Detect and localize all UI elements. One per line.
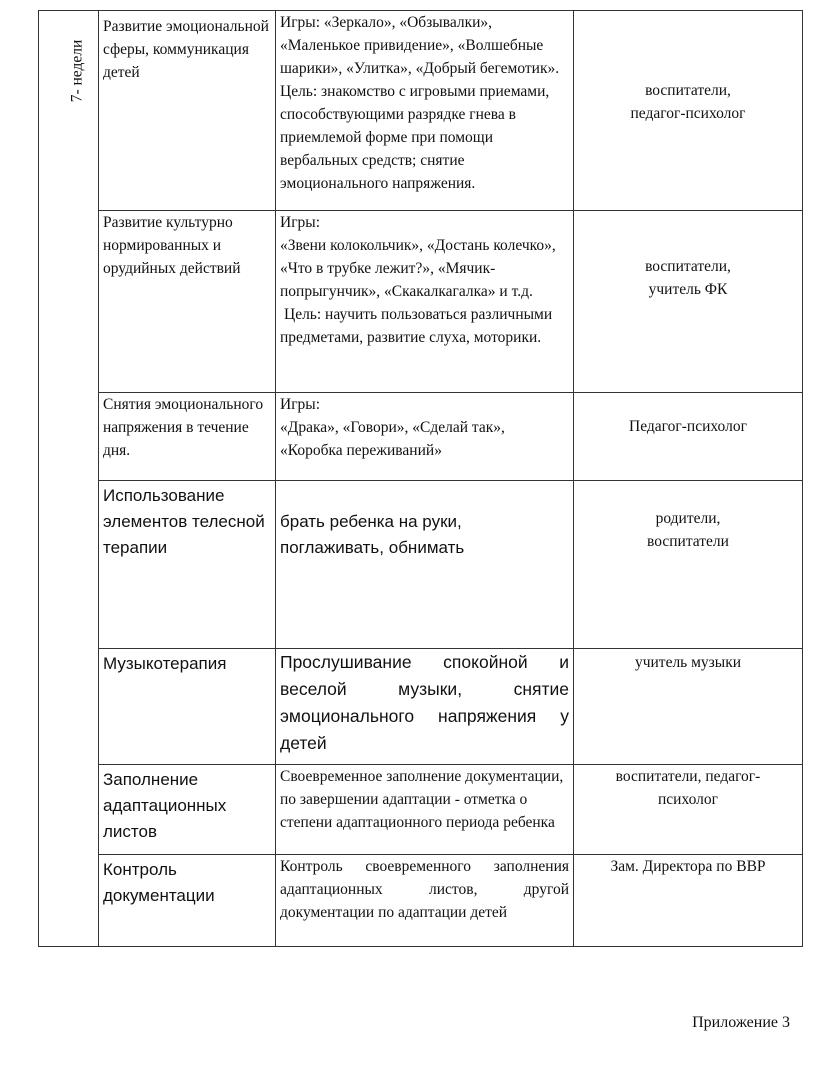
content-cell (276, 211, 574, 393)
content-text: «Драка», «Говори», «Сделай так», «Коробка переживаний» (280, 419, 505, 459)
content-text: Игры: (280, 214, 321, 231)
responsible-cell (574, 11, 803, 211)
direction-cell (99, 211, 276, 393)
direction-text: Развитие культурно нормированных и орудийных действий (103, 214, 241, 277)
appendix-label: Приложение 3 (692, 1014, 790, 1031)
direction-cell (99, 765, 276, 855)
direction-cell (99, 11, 276, 211)
direction-text: Контроль документации (103, 860, 215, 905)
responsible-cell (574, 481, 803, 649)
table-row (39, 11, 803, 211)
content-text: Прослушивание спокойной и веселой музыки, снятие эмоционального напряжения у детей (280, 652, 569, 753)
period-label: 7- недели (68, 39, 86, 103)
responsible-cell (574, 393, 803, 481)
table-row (39, 649, 803, 765)
direction-cell (99, 481, 276, 649)
table-row (39, 765, 803, 855)
responsible-line: педагог-психолог (630, 105, 746, 122)
responsible-line: Педагог-психолог (629, 418, 747, 435)
direction-text: Развитие эмоциональной сферы, коммуникация детей (103, 18, 269, 81)
content-cell (276, 765, 574, 855)
content-cell (276, 649, 574, 765)
content-text: «Звени колокольчик», «Достань колечко», «Что в трубке лежит?», «Мячик-попрыгунчик», «Скакалкагалка» и т.д. (280, 237, 556, 300)
responsible-line: воспитатели (647, 533, 729, 550)
adaptation-plan-table (38, 10, 803, 947)
responsible-line: воспитатели, (645, 258, 731, 275)
table-row (39, 481, 803, 649)
content-cell (276, 855, 574, 947)
responsible-line: учитель музыки (634, 654, 742, 671)
content-text: Контроль своевременного заполнения адаптационных листов, другой документации по адаптации детей (280, 858, 569, 921)
period-cell (39, 11, 99, 947)
direction-text: Музыкотерапия (103, 654, 227, 673)
content-text: Своевременное заполнение документации, по завершении адаптации - отметка о степени адаптационного периода ребенка (280, 768, 564, 831)
content-text: Игры: «Зеркало», «Обзывалки», «Маленькое привидение», «Волшебные шарики», «Улитка», «Добрый бегемотик». Цель: знакомство с игровыми приемами, способствующими разрядке гнева в приемлемой форме при помощи вербальных средств; снятие эмоционального напряжения. (280, 14, 560, 192)
direction-text: Снятия эмоционального напряжения в течение дня. (103, 396, 264, 459)
responsible-line: психолог (657, 791, 719, 808)
responsible-cell (574, 765, 803, 855)
content-cell (276, 481, 574, 649)
table-row (39, 393, 803, 481)
content-text: Игры: (280, 396, 321, 413)
responsible-cell (574, 649, 803, 765)
direction-cell (99, 855, 276, 947)
responsible-cell (574, 855, 803, 947)
responsible-line: родители, (655, 510, 721, 527)
content-text: Цель: научить пользоваться различными предметами, развитие слуха, моторики. (280, 306, 553, 346)
direction-cell (99, 649, 276, 765)
content-cell (276, 393, 574, 481)
responsible-cell (574, 211, 803, 393)
content-cell (276, 11, 574, 211)
table-row (39, 211, 803, 393)
responsible-line: Зам. Директора по ВВР (610, 858, 766, 875)
content-text: брать ребенка на руки, поглаживать, обнимать (280, 512, 465, 557)
direction-cell (99, 393, 276, 481)
responsible-line: учитель ФК (648, 281, 728, 298)
direction-text: Заполнение адаптационных листов (103, 770, 227, 841)
responsible-line: воспитатели, педагог- (615, 768, 761, 785)
direction-text: Использование элементов телесной терапии (103, 486, 265, 557)
responsible-line: воспитатели, (645, 82, 731, 99)
table-row (39, 855, 803, 947)
